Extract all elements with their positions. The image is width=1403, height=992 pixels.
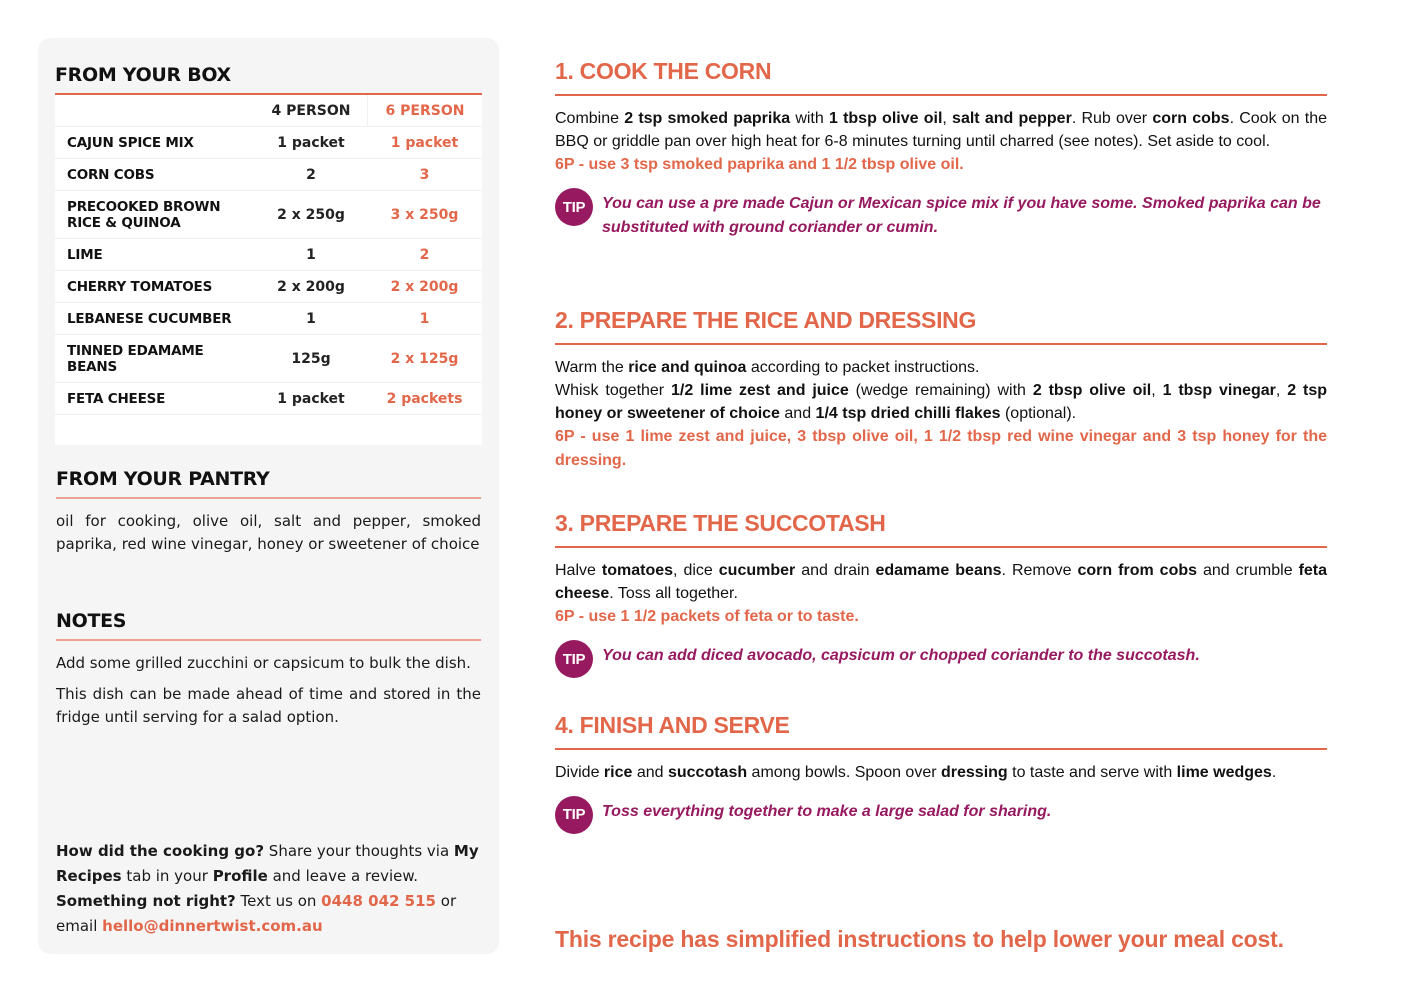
section-divider	[56, 497, 481, 499]
step-instructions	[555, 761, 1327, 784]
ingredient-highlight: rice and quinoa	[628, 358, 747, 376]
qty-4-person: 1 packet	[277, 390, 345, 407]
ingredient-name: TINNED EDAMAME BEANS	[67, 342, 204, 375]
feedback-text: and leave a review.	[267, 867, 419, 885]
step-2	[555, 307, 1327, 472]
qty-4-person: 1	[306, 246, 316, 263]
ingredients-table	[55, 95, 482, 445]
tip-badge-icon: TIP	[555, 796, 593, 834]
instruction-text: ,	[1151, 381, 1163, 399]
support-text: or email	[56, 892, 457, 935]
email-link[interactable]: hello@dinnertwist.com.au	[102, 917, 323, 935]
step-divider	[555, 748, 1327, 750]
six-person-note: 6P - use 1 1/2 packets of feta or to taste.	[555, 608, 859, 626]
step-instructions	[555, 559, 1327, 629]
instruction-text: Combine	[555, 109, 625, 127]
instruction-text: according to packet instructions.	[746, 358, 980, 376]
ingredient-highlight: cucumber	[718, 561, 796, 579]
qty-6-person: 2 packets	[386, 390, 463, 407]
tip-badge-icon: TIP	[555, 640, 593, 678]
tip	[555, 644, 1327, 678]
from-your-pantry-title: FROM YOUR PANTRY	[56, 468, 270, 490]
qty-4-person: 1 packet	[277, 134, 345, 151]
instruction-text: . Cook on the BBQ or griddle pan over high heat for 6-8 minutes turning until charred (see notes). Set aside to cool.	[555, 109, 1328, 150]
tip	[555, 192, 1327, 239]
step-title: 1. COOK THE CORN	[555, 58, 772, 84]
note-paragraph: This dish can be made ahead of time and stored in the fridge until serving for a salad option.	[56, 685, 481, 726]
support-question: Something not right?	[56, 892, 236, 910]
ingredient-highlight: succotash	[667, 763, 748, 781]
qty-6-person: 2	[419, 246, 430, 263]
pantry-items: oil for cooking, olive oil, salt and pepper, smoked paprika, red wine vinegar, honey or sweetener of choice	[56, 512, 481, 553]
instruction-text: ,	[942, 109, 953, 127]
ingredient-highlight: edamame beans	[875, 561, 1002, 579]
six-person-note: 6P - use 3 tsp smoked paprika and 1 1/2 tbsp olive oil.	[555, 156, 964, 174]
table-row	[55, 127, 482, 159]
qty-6-person: 3	[419, 166, 430, 183]
step-instructions	[555, 356, 1327, 472]
ingredient-highlight: corn from cobs	[1077, 561, 1198, 579]
instruction-text: Divide	[555, 763, 604, 781]
ingredient-name: CHERRY TOMATOES	[67, 278, 213, 295]
step-instructions	[555, 107, 1327, 177]
instruction-text: and crumble	[1197, 561, 1299, 579]
qty-6-person: 2 x 200g	[390, 278, 459, 295]
ingredient-name: FETA CHEESE	[67, 390, 166, 407]
step-title: 3. PREPARE THE SUCCOTASH	[555, 510, 886, 536]
ingredients-panel	[38, 38, 499, 954]
ingredient-highlight: feta cheese	[555, 561, 1328, 602]
note-paragraph: Add some grilled zucchini or capsicum to bulk the dish.	[56, 654, 471, 672]
feedback-text: Share your thoughts via	[264, 842, 454, 860]
ingredient-name: LIME	[67, 246, 103, 263]
feedback-block	[56, 839, 481, 939]
instruction-text: among bowls. Spoon over	[747, 763, 941, 781]
qty-6-person: 1 packet	[390, 134, 459, 151]
instruction-text: to taste and serve with	[1007, 763, 1177, 781]
profile-label: Profile	[212, 867, 268, 885]
header-4-person: 4 PERSON	[271, 102, 351, 119]
instruction-text: . Toss all together.	[609, 584, 738, 602]
notes-title: NOTES	[56, 610, 127, 632]
my-recipes-label: My Recipes	[56, 842, 479, 885]
instruction-text: with	[790, 109, 829, 127]
ingredient-highlight: salt and pepper	[952, 109, 1072, 127]
support-text: Text us on	[235, 892, 322, 910]
instruction-text: , dice	[673, 561, 719, 579]
table-row	[55, 159, 482, 191]
table-row	[55, 239, 482, 271]
qty-4-person: 2 x 200g	[277, 278, 345, 295]
header-6-person: 6 PERSON	[367, 95, 482, 126]
six-person-note: 6P - use 1 lime zest and juice, 3 tbsp olive oil, 1 1/2 tbsp red wine vinegar and 3 tsp honey for the dressing.	[555, 428, 1327, 469]
step-3	[555, 510, 1327, 678]
ingredient-highlight: rice	[603, 763, 633, 781]
instruction-text: Warm the	[555, 358, 629, 376]
ingredient-highlight: 1 tbsp olive oil	[828, 109, 943, 127]
tip-text: You can add diced avocado, capsicum or chopped coriander to the succotash.	[602, 647, 1200, 665]
table-row	[55, 383, 482, 415]
tip-text: Toss everything together to make a large salad for sharing.	[602, 802, 1052, 820]
instruction-text: .	[1271, 763, 1277, 781]
qty-4-person: 1	[306, 310, 316, 327]
ingredient-highlight: 1 tbsp vinegar	[1162, 381, 1276, 399]
ingredient-highlight: 2 tbsp olive oil	[1032, 381, 1152, 399]
qty-4-person: 2	[306, 166, 316, 183]
instruction-text: and	[779, 405, 816, 423]
instruction-text: and	[632, 763, 668, 781]
qty-6-person: 3 x 250g	[390, 206, 459, 223]
instruction-text: . Rub over	[1071, 109, 1153, 127]
step-divider	[555, 343, 1327, 345]
feedback-text: tab in your	[121, 867, 213, 885]
ingredient-name: CORN COBS	[67, 166, 155, 183]
ingredient-highlight: 2 tsp honey or sweetener of choice	[555, 381, 1328, 423]
ingredient-highlight: corn cobs	[1152, 109, 1230, 127]
instruction-text: and drain	[795, 561, 876, 579]
tip-badge-icon: TIP	[555, 188, 593, 226]
step-4	[555, 712, 1327, 834]
step-title: 2. PREPARE THE RICE AND DRESSING	[555, 307, 977, 333]
instruction-text: Halve	[555, 561, 602, 579]
step-divider	[555, 94, 1327, 96]
table-row	[55, 271, 482, 303]
ingredient-highlight: dressing	[941, 763, 1008, 781]
table-row	[55, 335, 482, 383]
step-divider	[555, 546, 1327, 548]
step-1	[555, 58, 1327, 239]
table-row	[55, 191, 482, 239]
from-your-box-title: FROM YOUR BOX	[55, 64, 231, 86]
ingredient-highlight: 1/4 tsp dried chilli flakes	[815, 405, 1001, 423]
step-title: 4. FINISH AND SERVE	[555, 712, 790, 738]
instruction-text: . Remove	[1001, 561, 1078, 579]
ingredient-highlight: 2 tsp smoked paprika	[624, 109, 791, 127]
ingredient-name: LEBANESE CUCUMBER	[67, 310, 232, 327]
ingredient-highlight: tomatoes	[601, 561, 674, 579]
instruction-text: (wedge remaining) with	[848, 381, 1033, 399]
qty-6-person: 1	[419, 310, 430, 327]
tip-text: You can use a pre made Cajun or Mexican spice mix if you have some. Smoked paprika can be substituted with ground coriander or cumin.	[602, 195, 1321, 236]
ingredient-name: PRECOOKED BROWN RICE & QUINOA	[67, 198, 221, 231]
phone-link[interactable]: 0448 042 515	[321, 892, 436, 910]
instruction-text: (optional).	[1000, 405, 1077, 423]
table-header-row	[55, 95, 482, 127]
tip	[555, 800, 1327, 834]
instruction-text: Whisk together	[555, 381, 672, 399]
ingredient-name: CAJUN SPICE MIX	[67, 134, 194, 151]
qty-6-person: 2 x 125g	[390, 350, 459, 367]
ingredient-highlight: 1/2 lime zest and juice	[671, 381, 849, 399]
notes-body	[56, 652, 481, 737]
footer-note: This recipe has simplified instructions to help lower your meal cost.	[555, 926, 1284, 952]
qty-4-person: 2 x 250g	[277, 206, 345, 223]
table-row	[55, 303, 482, 335]
ingredient-highlight: lime wedges	[1176, 763, 1272, 781]
instruction-text: ,	[1275, 381, 1288, 399]
feedback-question: How did the cooking go?	[56, 842, 265, 860]
qty-4-person: 125g	[291, 350, 331, 367]
section-divider	[56, 639, 481, 641]
